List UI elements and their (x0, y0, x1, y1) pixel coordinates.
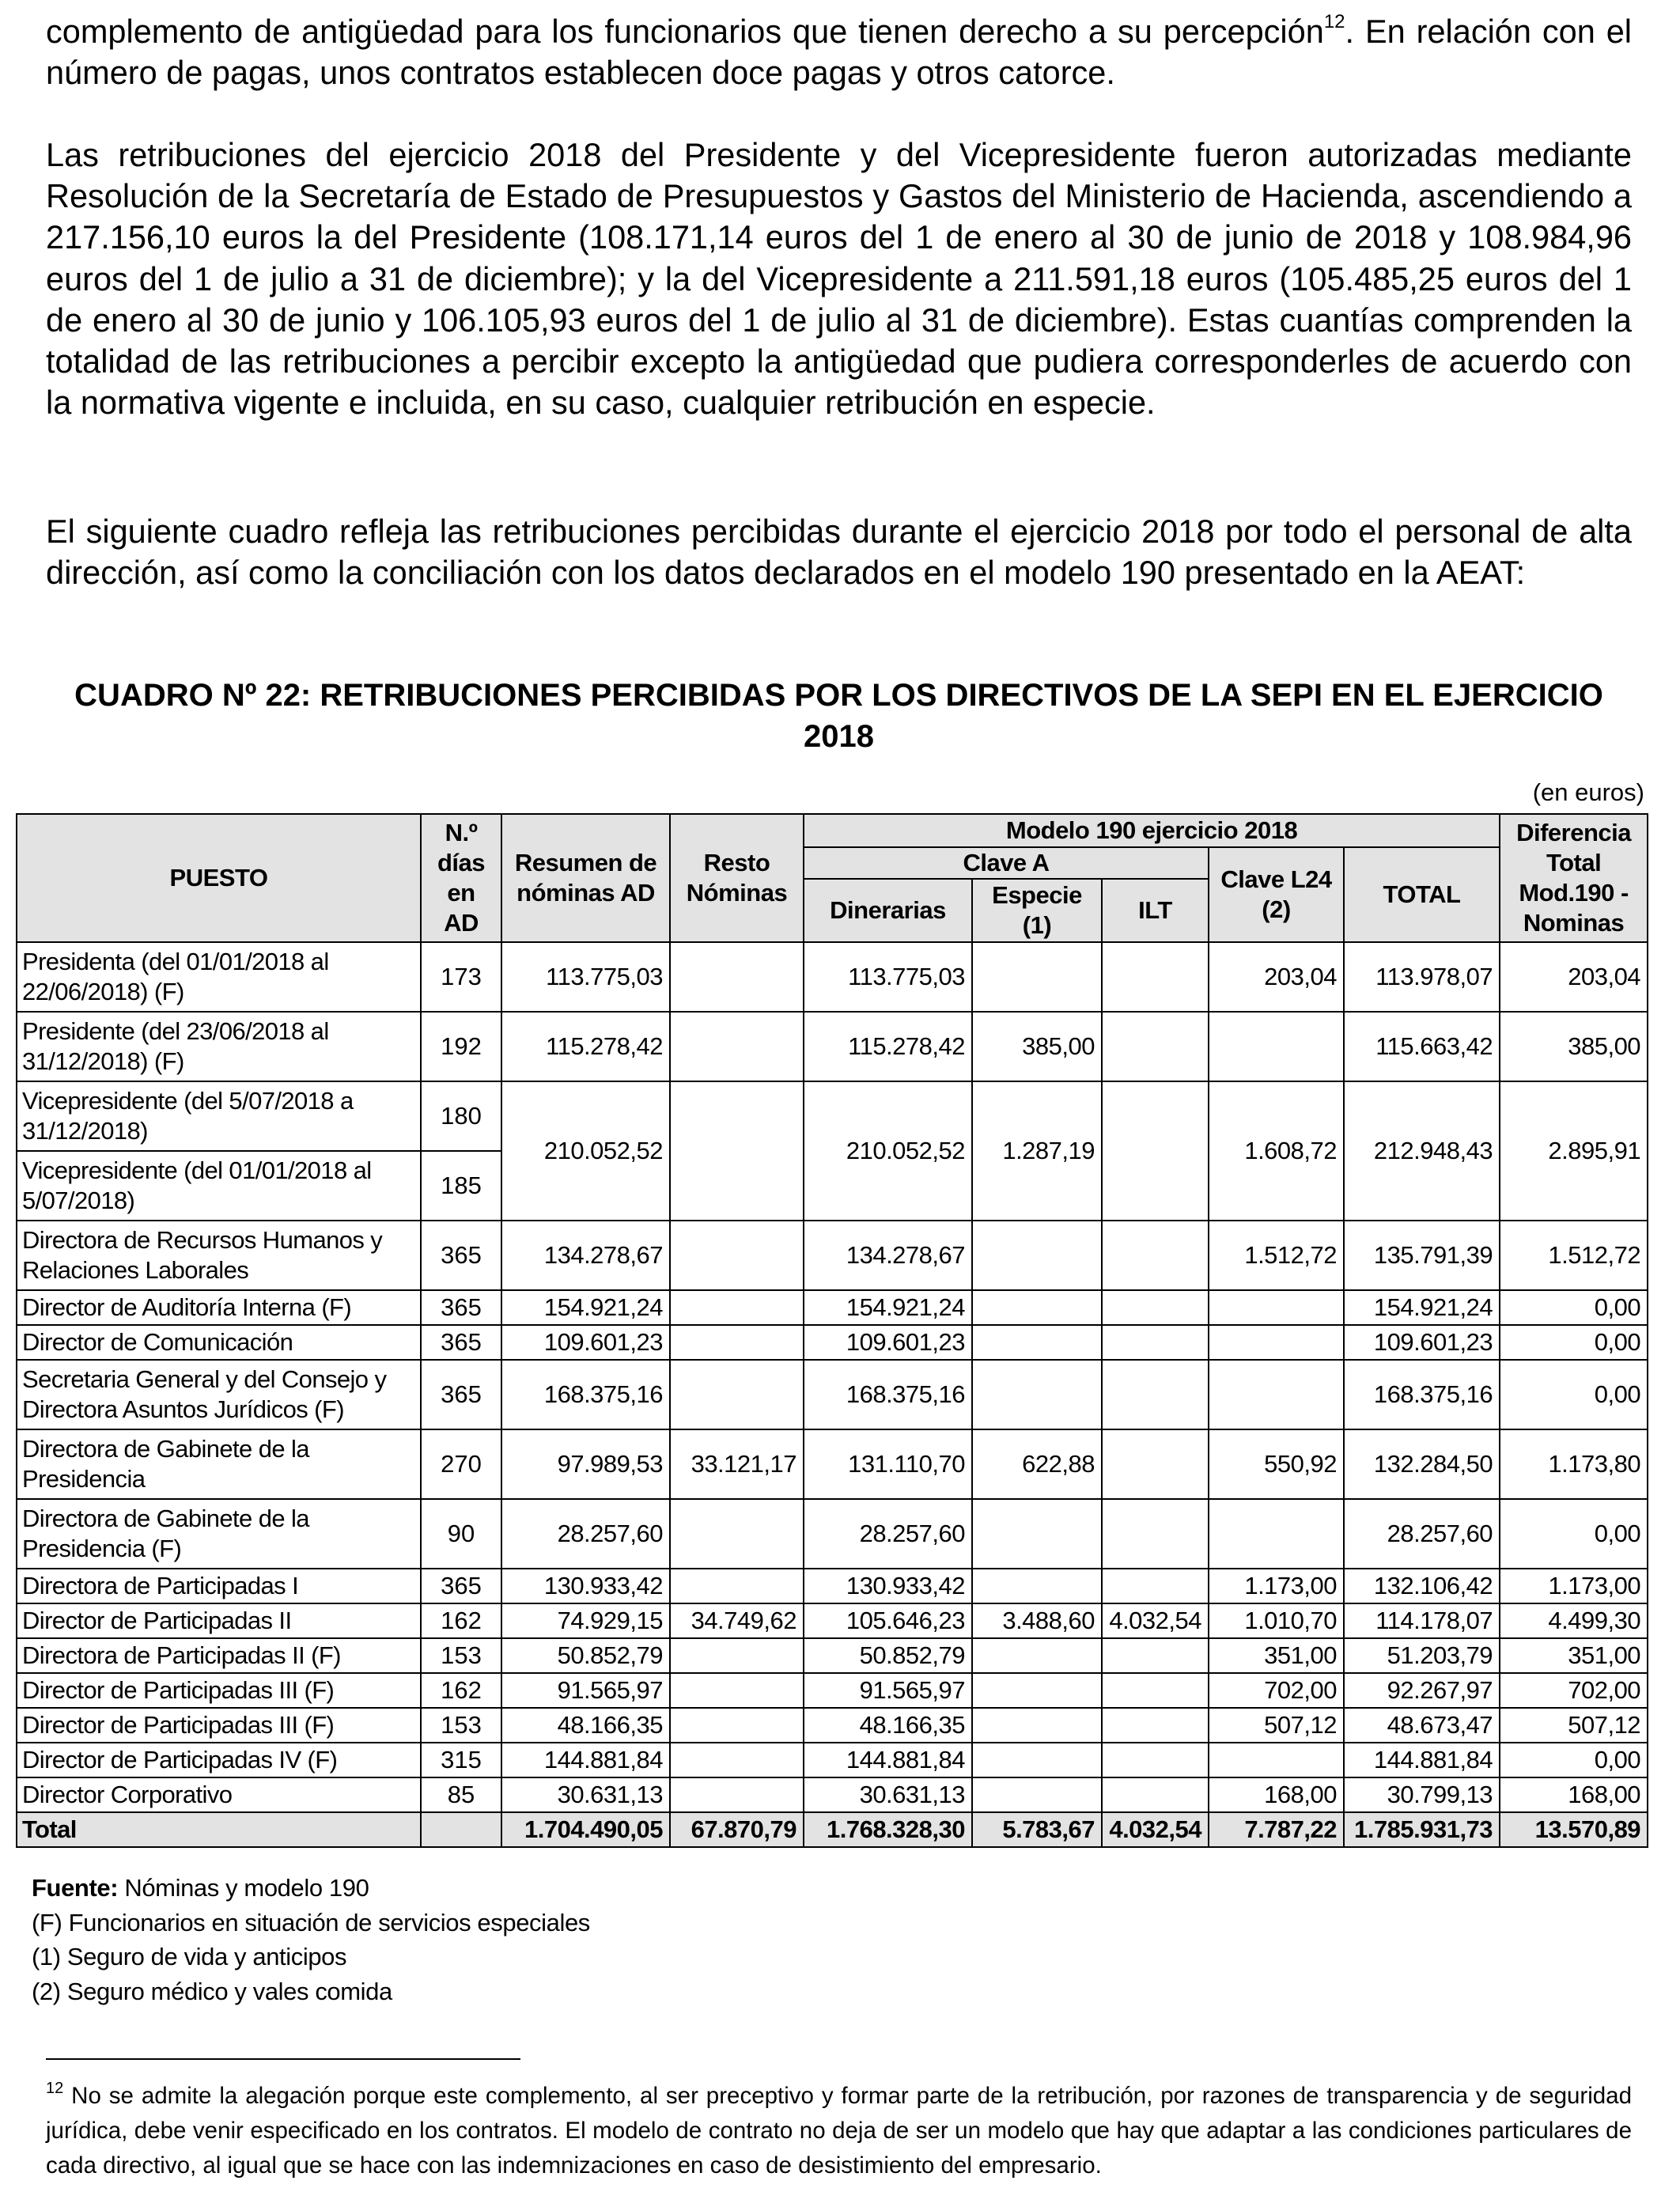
cell-resto (670, 942, 804, 1012)
cell-ilt: 4.032,54 (1102, 1812, 1209, 1847)
cell-l24: 1.608,72 (1209, 1081, 1344, 1221)
cell-especie (972, 1673, 1102, 1708)
cell-diferencia: 0,00 (1500, 1325, 1648, 1360)
remuneration-table (16, 813, 1648, 1848)
footnote-12 (46, 2079, 1632, 2183)
paragraph-1-continuation: . En relación con el número de pagas, unos contratos establecen doce pagas y otros catorce. (46, 13, 1632, 92)
cell-especie: 1.287,19 (972, 1081, 1102, 1221)
cell-l24: 1.010,70 (1209, 1603, 1344, 1638)
cell-l24 (1209, 1290, 1344, 1325)
cell-resto (670, 1290, 804, 1325)
table-row (17, 1569, 1648, 1603)
cell-diferencia: 1.173,80 (1500, 1429, 1648, 1499)
cell-l24: 550,92 (1209, 1429, 1344, 1499)
cell-puesto: Director Corporativo (17, 1777, 421, 1812)
cell-resto (670, 1499, 804, 1569)
cell-total: 1.785.931,73 (1344, 1812, 1500, 1847)
cell-total: 154.921,24 (1344, 1290, 1500, 1325)
cell-dinerarias: 28.257,60 (804, 1499, 972, 1569)
cell-diferencia: 168,00 (1500, 1777, 1648, 1812)
cell-total: 51.203,79 (1344, 1638, 1500, 1673)
cell-total: 212.948,43 (1344, 1081, 1500, 1221)
cell-total: 135.791,39 (1344, 1221, 1500, 1290)
table-row (17, 1290, 1648, 1325)
cell-puesto: Director de Auditoría Interna (F) (17, 1290, 421, 1325)
cell-diferencia: 702,00 (1500, 1673, 1648, 1708)
cell-total: 28.257,60 (1344, 1499, 1500, 1569)
cell-dinerarias: 30.631,13 (804, 1777, 972, 1812)
cell-ilt (1102, 1638, 1209, 1673)
cell-resto (670, 1673, 804, 1708)
cell-puesto: Directora de Participadas II (F) (17, 1638, 421, 1673)
cell-resto (670, 1360, 804, 1429)
cell-puesto: Presidente (del 23/06/2018 al 31/12/2018) (F) (17, 1012, 421, 1081)
table-row (17, 1603, 1648, 1638)
cell-dinerarias: 105.646,23 (804, 1603, 972, 1638)
col-header-diferencia: Diferencia Total Mod.190 - Nominas (1500, 814, 1648, 942)
cell-puesto: Director de Participadas IV (F) (17, 1743, 421, 1777)
cell-resumen: 97.989,53 (501, 1429, 670, 1499)
table-total-row (17, 1812, 1648, 1847)
cell-dias: 153 (421, 1708, 501, 1743)
cell-puesto: Director de Participadas III (F) (17, 1708, 421, 1743)
cell-resumen: 130.933,42 (501, 1569, 670, 1603)
cell-resumen: 1.704.490,05 (501, 1812, 670, 1847)
cell-l24: 351,00 (1209, 1638, 1344, 1673)
cell-ilt (1102, 1221, 1209, 1290)
cell-dinerarias: 1.768.328,30 (804, 1812, 972, 1847)
cell-dinerarias: 154.921,24 (804, 1290, 972, 1325)
cell-resumen: 134.278,67 (501, 1221, 670, 1290)
table-notes (32, 1871, 590, 2008)
cell-dinerarias: 115.278,42 (804, 1012, 972, 1081)
cell-dias: 153 (421, 1638, 501, 1673)
cell-resto (670, 1081, 804, 1221)
cell-resto (670, 1569, 804, 1603)
cell-resto (670, 1743, 804, 1777)
cell-dias: 270 (421, 1429, 501, 1499)
col-header-modelo-190: Modelo 190 ejercicio 2018 (804, 814, 1500, 847)
cell-dias: 365 (421, 1325, 501, 1360)
cell-ilt (1102, 1429, 1209, 1499)
paragraph-1-text: complemento de antigüedad para los funcionarios que tienen derecho a su percepción (46, 13, 1324, 50)
cell-l24 (1209, 1360, 1344, 1429)
cell-dias: 162 (421, 1673, 501, 1708)
cell-especie: 5.783,67 (972, 1812, 1102, 1847)
col-header-resumen: Resumen de nóminas AD (501, 814, 670, 942)
cell-resumen: 30.631,13 (501, 1777, 670, 1812)
cell-especie (972, 1221, 1102, 1290)
cell-diferencia: 0,00 (1500, 1360, 1648, 1429)
cell-ilt (1102, 1777, 1209, 1812)
cell-resto (670, 1325, 804, 1360)
cell-l24: 7.787,22 (1209, 1812, 1344, 1847)
col-header-dinerarias: Dinerarias (804, 879, 972, 942)
cell-resumen: 168.375,16 (501, 1360, 670, 1429)
footnote-separator (46, 2058, 520, 2060)
note-fuente-text: Nóminas y modelo 190 (118, 1874, 369, 1902)
note-1: (1) Seguro de vida y anticipos (32, 1943, 347, 1970)
cell-resumen: 154.921,24 (501, 1290, 670, 1325)
table-row (17, 1429, 1648, 1499)
note-fuente (32, 1871, 590, 1906)
cell-l24 (1209, 1743, 1344, 1777)
cell-resumen: 144.881,84 (501, 1743, 670, 1777)
cell-total: 92.267,97 (1344, 1673, 1500, 1708)
cell-dinerarias: 48.166,35 (804, 1708, 972, 1743)
cell-diferencia: 507,12 (1500, 1708, 1648, 1743)
paragraph-3: El siguiente cuadro refleja las retribuciones percibidas durante el ejercicio 2018 por todo el personal de alta dirección, así como la conciliación con los datos declarados en el modelo 190 presentado en la AEAT: (46, 513, 1632, 592)
cell-dinerarias: 130.933,42 (804, 1569, 972, 1603)
table-row (17, 1777, 1648, 1812)
table-row (17, 1638, 1648, 1673)
cell-dias: 180 (421, 1081, 501, 1151)
cell-dias: 90 (421, 1499, 501, 1569)
cell-resumen: 115.278,42 (501, 1012, 670, 1081)
table-row (17, 1673, 1648, 1708)
cell-dias: 365 (421, 1290, 501, 1325)
cell-resumen: 48.166,35 (501, 1708, 670, 1743)
cell-resumen: 113.775,03 (501, 942, 670, 1012)
note-fuente-label: Fuente: (32, 1874, 119, 1902)
cell-dias: 365 (421, 1221, 501, 1290)
cell-dias: 315 (421, 1743, 501, 1777)
cell-dias: 192 (421, 1012, 501, 1081)
cell-especie: 385,00 (972, 1012, 1102, 1081)
cell-total: 114.178,07 (1344, 1603, 1500, 1638)
cell-dinerarias: 91.565,97 (804, 1673, 972, 1708)
cell-dias: 85 (421, 1777, 501, 1812)
cell-especie (972, 1743, 1102, 1777)
table-row (17, 1221, 1648, 1290)
table-row (17, 1081, 1648, 1151)
cell-total: 132.284,50 (1344, 1429, 1500, 1499)
col-header-resto: Resto Nóminas (670, 814, 804, 942)
cell-resto: 34.749,62 (670, 1603, 804, 1638)
cell-puesto: Directora de Gabinete de la Presidencia (F) (17, 1499, 421, 1569)
cell-especie: 3.488,60 (972, 1603, 1102, 1638)
cell-total: 30.799,13 (1344, 1777, 1500, 1812)
cell-l24: 1.173,00 (1209, 1569, 1344, 1603)
cell-total: 113.978,07 (1344, 942, 1500, 1012)
cell-l24: 702,00 (1209, 1673, 1344, 1708)
cell-resto: 33.121,17 (670, 1429, 804, 1499)
footnote-number: 12 (46, 2080, 64, 2098)
cell-puesto: Directora de Participadas I (17, 1569, 421, 1603)
cell-l24: 203,04 (1209, 942, 1344, 1012)
cell-puesto: Director de Participadas II (17, 1603, 421, 1638)
cell-l24 (1209, 1499, 1344, 1569)
cell-total: 48.673,47 (1344, 1708, 1500, 1743)
cell-ilt (1102, 1708, 1209, 1743)
table-row (17, 1743, 1648, 1777)
cell-especie (972, 1708, 1102, 1743)
cell-ilt (1102, 1012, 1209, 1081)
cell-ilt (1102, 1290, 1209, 1325)
cell-ilt (1102, 1081, 1209, 1221)
cell-resto (670, 1221, 804, 1290)
cell-puesto: Total (17, 1812, 421, 1847)
cell-especie (972, 1777, 1102, 1812)
col-header-dias: N.º días en AD (421, 814, 501, 942)
cell-puesto: Directora de Recursos Humanos y Relaciones Laborales (17, 1221, 421, 1290)
cell-resumen: 74.929,15 (501, 1603, 670, 1638)
col-header-clave-a: Clave A (804, 847, 1209, 879)
col-header-clave-l24: Clave L24 (2) (1209, 847, 1344, 942)
col-header-ilt: ILT (1102, 879, 1209, 942)
cell-puesto: Director de Comunicación (17, 1325, 421, 1360)
cell-resto (670, 1638, 804, 1673)
paragraph-1 (46, 11, 1632, 93)
cell-l24 (1209, 1012, 1344, 1081)
cell-resto (670, 1012, 804, 1081)
cell-resto (670, 1777, 804, 1812)
table-unit-label: (en euros) (1532, 778, 1644, 806)
cell-dias: 162 (421, 1603, 501, 1638)
cell-diferencia: 4.499,30 (1500, 1603, 1648, 1638)
cell-dinerarias: 144.881,84 (804, 1743, 972, 1777)
table-row (17, 1499, 1648, 1569)
cell-diferencia: 0,00 (1500, 1743, 1648, 1777)
cell-resto (670, 1708, 804, 1743)
cell-dinerarias: 113.775,03 (804, 942, 972, 1012)
cell-l24: 1.512,72 (1209, 1221, 1344, 1290)
cell-especie (972, 942, 1102, 1012)
table-row (17, 942, 1648, 1012)
cell-resumen: 210.052,52 (501, 1081, 670, 1221)
cell-total: 132.106,42 (1344, 1569, 1500, 1603)
cell-dias: 365 (421, 1360, 501, 1429)
cell-total: 144.881,84 (1344, 1743, 1500, 1777)
cell-resumen: 91.565,97 (501, 1673, 670, 1708)
cell-dias: 185 (421, 1151, 501, 1221)
cell-resto: 67.870,79 (670, 1812, 804, 1847)
cell-diferencia: 1.512,72 (1500, 1221, 1648, 1290)
cell-dinerarias: 109.601,23 (804, 1325, 972, 1360)
cell-puesto: Presidenta (del 01/01/2018 al 22/06/2018) (F) (17, 942, 421, 1012)
cell-ilt (1102, 1569, 1209, 1603)
cell-resumen: 28.257,60 (501, 1499, 670, 1569)
cell-dinerarias: 134.278,67 (804, 1221, 972, 1290)
cell-dinerarias: 131.110,70 (804, 1429, 972, 1499)
cell-puesto: Vicepresidente (del 01/01/2018 al 5/07/2018) (17, 1151, 421, 1221)
cell-ilt: 4.032,54 (1102, 1603, 1209, 1638)
cell-diferencia: 0,00 (1500, 1499, 1648, 1569)
footnote-text: No se admite la alegación porque este complemento, al ser preceptivo y formar parte de la retribución, por razones de transparencia y de seguridad jurídica, debe venir especificado en los contratos. El modelo de contrato no deja de ser un modelo que hay que adaptar a las condiciones particulares de cada directivo, al igual que se hace con las indemnizaciones en caso de desistimiento del empresario. (46, 2083, 1632, 2179)
cell-diferencia: 385,00 (1500, 1012, 1648, 1081)
cell-puesto: Vicepresidente (del 5/07/2018 a 31/12/2018) (17, 1081, 421, 1151)
note-f: (F) Funcionarios en situación de servicios especiales (32, 1908, 590, 1936)
cell-diferencia: 351,00 (1500, 1638, 1648, 1673)
col-header-especie: Especie (1) (972, 879, 1102, 942)
cell-especie (972, 1638, 1102, 1673)
cell-especie (972, 1290, 1102, 1325)
cell-l24: 168,00 (1209, 1777, 1344, 1812)
cell-ilt (1102, 1325, 1209, 1360)
cell-l24 (1209, 1325, 1344, 1360)
cell-especie (972, 1569, 1102, 1603)
cell-dias: 365 (421, 1569, 501, 1603)
cell-dinerarias: 168.375,16 (804, 1360, 972, 1429)
cell-resumen: 109.601,23 (501, 1325, 670, 1360)
cell-ilt (1102, 1743, 1209, 1777)
cell-especie (972, 1499, 1102, 1569)
table-row (17, 1012, 1648, 1081)
cell-resumen: 50.852,79 (501, 1638, 670, 1673)
cell-dinerarias: 210.052,52 (804, 1081, 972, 1221)
col-header-puesto: PUESTO (17, 814, 421, 942)
cell-diferencia: 2.895,91 (1500, 1081, 1648, 1221)
note-2: (2) Seguro médico y vales comida (32, 1977, 392, 2005)
cell-ilt (1102, 1499, 1209, 1569)
cell-total: 109.601,23 (1344, 1325, 1500, 1360)
table-row (17, 1325, 1648, 1360)
cell-puesto: Secretaria General y del Consejo y Directora Asuntos Jurídicos (F) (17, 1360, 421, 1429)
cell-dias: 173 (421, 942, 501, 1012)
cell-total: 115.663,42 (1344, 1012, 1500, 1081)
footnote-ref-12[interactable]: 12 (1323, 11, 1345, 33)
table-row (17, 1360, 1648, 1429)
cell-diferencia: 13.570,89 (1500, 1812, 1648, 1847)
cell-total: 168.375,16 (1344, 1360, 1500, 1429)
table-row (17, 1708, 1648, 1743)
cell-diferencia: 203,04 (1500, 942, 1648, 1012)
cell-puesto: Director de Participadas III (F) (17, 1673, 421, 1708)
cell-especie (972, 1325, 1102, 1360)
cell-puesto: Directora de Gabinete de la Presidencia (17, 1429, 421, 1499)
cell-especie: 622,88 (972, 1429, 1102, 1499)
cell-especie (972, 1360, 1102, 1429)
cell-ilt (1102, 1360, 1209, 1429)
cell-diferencia: 1.173,00 (1500, 1569, 1648, 1603)
cell-dinerarias: 50.852,79 (804, 1638, 972, 1673)
paragraph-2: Las retribuciones del ejercicio 2018 del Presidente y del Vicepresidente fueron autorizadas mediante Resolución de la Secretaría de Estado de Presupuestos y Gastos del Ministerio de Hacienda, ascendiendo a 217.156,10 euros la del Presidente (108.171,14 euros del 1 de enero al 30 de junio de 2018 y 108.984,96 euros del 1 de julio a 31 de diciembre); y la del Vicepresidente a 211.591,18 euros (105.485,25 euros del 1 de enero al 30 de junio y 106.105,93 euros del 1 de julio al 31 de diciembre). Estas cuantías comprenden la totalidad de las retribuciones a percibir excepto la antigüedad que pudiera corresponderles de acuerdo con la normativa vigente e incluida, en su caso, cualquier retribución en especie. (46, 136, 1632, 422)
table-title: CUADRO Nº 22: RETRIBUCIONES PERCIBIDAS POR LOS DIRECTIVOS DE LA SEPI EN EL EJERCICIO 2018 (74, 678, 1603, 754)
cell-ilt (1102, 942, 1209, 1012)
cell-dias (421, 1812, 501, 1847)
cell-diferencia: 0,00 (1500, 1290, 1648, 1325)
col-header-total: TOTAL (1344, 847, 1500, 942)
cell-ilt (1102, 1673, 1209, 1708)
cell-l24: 507,12 (1209, 1708, 1344, 1743)
